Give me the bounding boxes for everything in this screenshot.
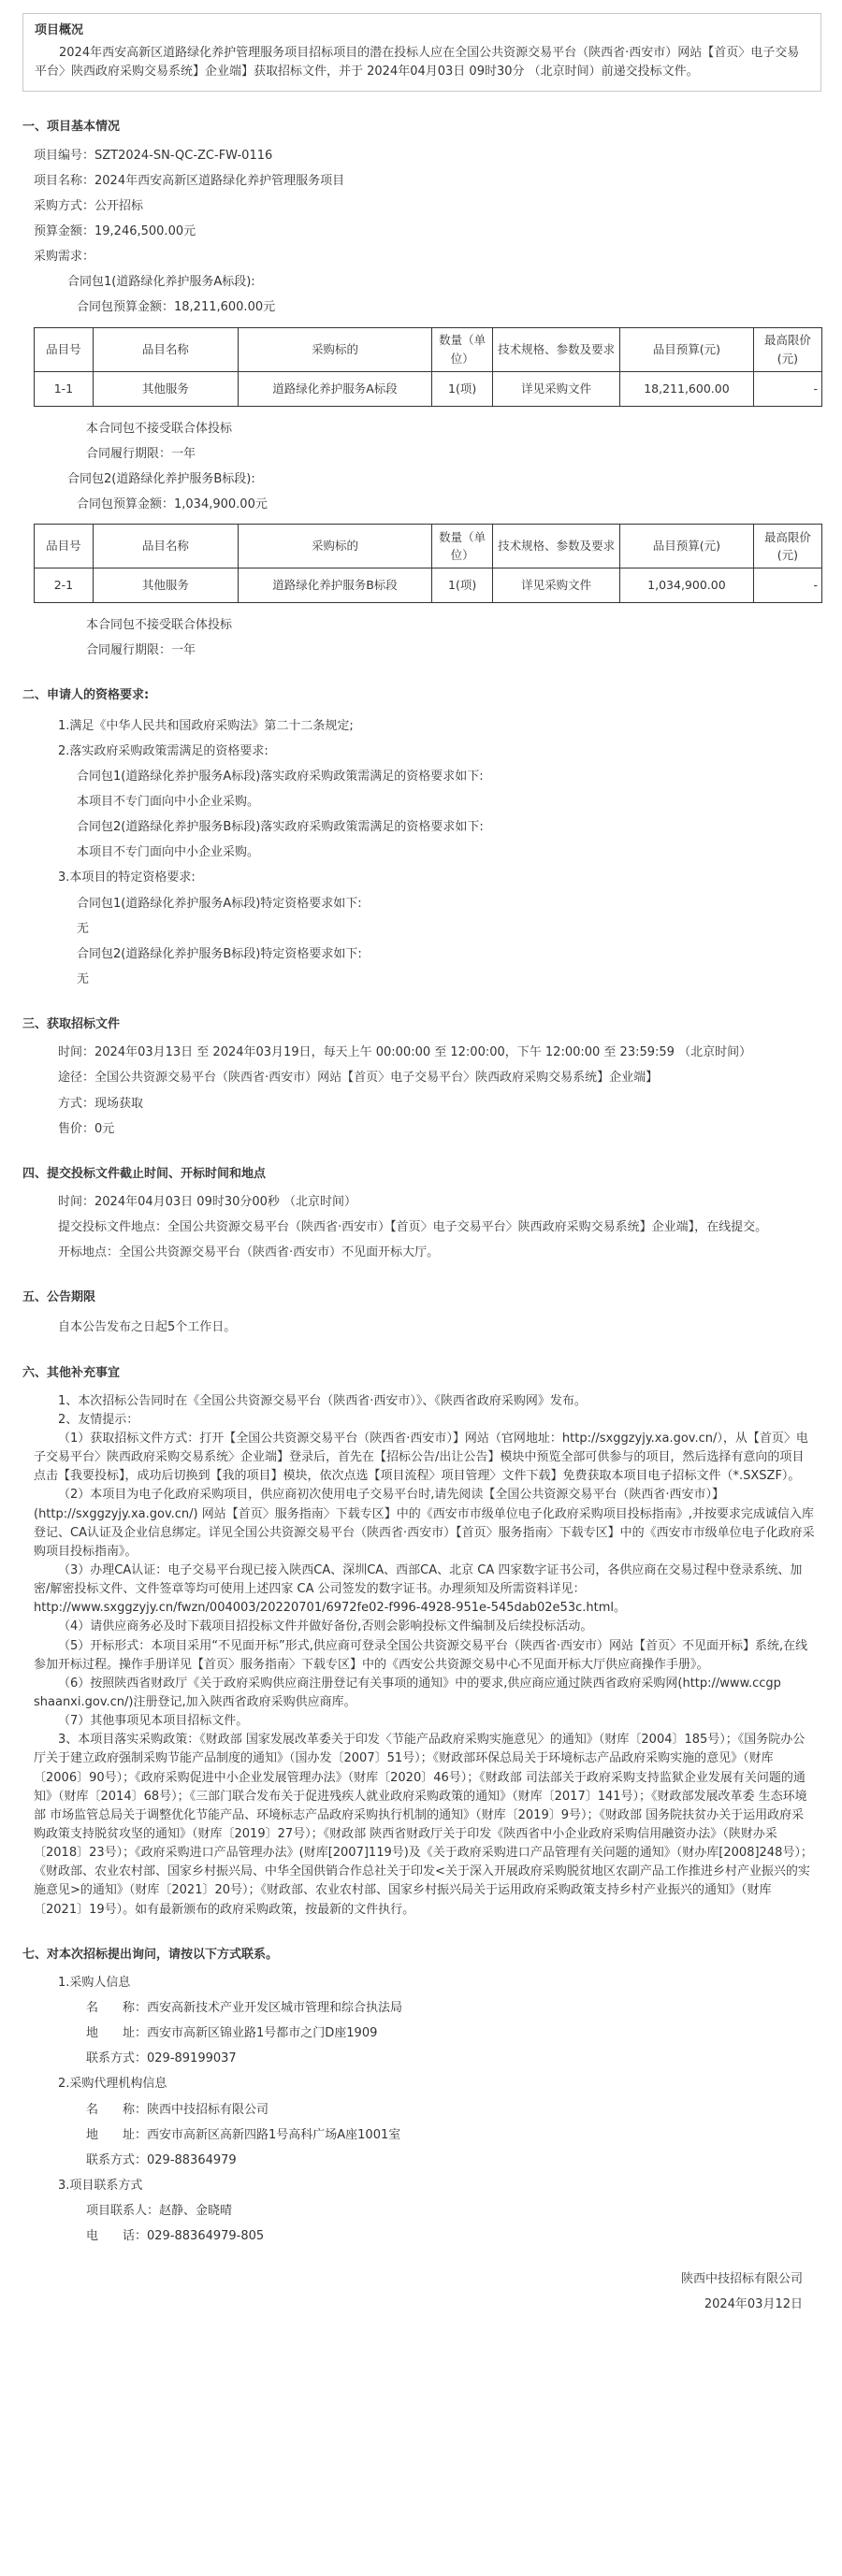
section-contacts <box>22 1946 829 2247</box>
overview-text: 2024年西安高新区道路绿化养护管理服务项目招标项目的潜在投标人应在全国公共资源交易平台（陕西省·西安市）网站【首页〉电子交易平台〉陕西政府采购交易系统】企业端】获取招标文件，并于 2024年04月03日 09时30分 （北京时间）前递交投标文件。 <box>35 46 800 79</box>
package2-term: 合同履行期限：一年 <box>86 643 196 658</box>
section-qualifications <box>22 686 829 989</box>
package1-budget: 合同包预算金额：18,211,600.00元 <box>77 300 276 315</box>
contact-line: 电 话：029-88364979-805 <box>86 2229 265 2244</box>
table-header: 品目预算(元) <box>620 327 753 371</box>
table-header: 最高限价(元) <box>753 525 821 568</box>
contact-group-title: 2.采购代理机构信息 <box>58 2077 167 2092</box>
signature-date: 2024年03月12日 <box>704 2296 803 2311</box>
contact-group-title: 3.项目联系方式 <box>58 2178 143 2193</box>
table-header: 采购标的 <box>238 327 431 371</box>
project-name: 项目名称：2024年西安高新区道路绿化养护管理服务项目 <box>34 173 345 188</box>
section-title: 五、公告期限 <box>22 1290 96 1305</box>
qualification-line: 3.本项目的特定资格要求: <box>58 871 196 885</box>
package2-budget: 合同包预算金额：1,034,900.00元 <box>77 496 268 511</box>
contact-line: 名 称：西安高新技术产业开发区城市管理和综合执法局 <box>86 2000 403 2015</box>
obtain-way: 途径：全国公共资源交易平台（陕西省·西安市）网站【首页〉电子交易平台〉陕西政府采购交易系统】企业端】 <box>58 1071 659 1086</box>
contact-line: 名 称：陕西中技招标有限公司 <box>86 2102 269 2117</box>
other-paragraph: （5）开标形式：本项目采用“不见面开标”形式,供应商可登录全国公共资源交易平台（陕西省·西安市）网站【首页〉不见面开标】系统,在线参加开标过程。操作手册详见【首页〉服务指南〉下载专区】中的《西安公共资源交易中心不见面开标大厅供应商操作手册》。 <box>34 1638 808 1672</box>
table-cell: 其他服务 <box>93 568 238 603</box>
contact-line: 项目联系人：赵静、金晓晴 <box>86 2204 233 2219</box>
table-header-row <box>35 525 822 568</box>
submit-location: 提交投标文件地点：全国公共资源交易平台（陕西省·西安市）【首页〉电子交易平台〉陕西政府采购交易系统】企业端】，在线提交。 <box>58 1220 768 1235</box>
procurement-method: 采购方式：公开招标 <box>34 198 144 213</box>
table-header-row <box>35 327 822 371</box>
other-paragraph: 3、本项目落实采购政策：《财政部 国家发展改革委关于印发〈节能产品政府采购实施意见〉的通知》（财库〔2004〕185号）；《国务院办公厅关于建立政府强制采购节能产品制度的通知》（国办发〔2007〕51号）；《财政部环保总局关于环境标志产品政府采购实施的意见》（财库〔2006〕90号）；《政府采购促进中小企业发展管理办法》（财库〔2020〕46号）；《财政部 司法部关于政府采购支持监狱企业发展有关问题的通知》（财库〔2014〕68号）；《三部门联合发布关于促进残疾人就业政府采购政策的通知》（财库〔2017〕141号）；《财政部发展改革委 生态环境部 市场监管总局关于调整优化节能产品、环境标志产品政府采购执行机制的通知》（财库〔2019〕9号）；《财政部 国务院扶贫办关于运用政府采购政策支持脱贫攻坚的通知》（财库〔2019〕27号）；《财政部 陕西省财政厅关于印发《陕西省中小企业政府采购信用融资办法》（陕财办采〔2018〕23号）；《政府采购进口产品管理办法》(财库[2007]119号)及《关于政府采购进口产品管理有关问题的通知》（财办库[2008]248号）；《财政部、农业农村部、国家乡村振兴局、中华全国供销合作总社关于印发<关于深入开展政府采购脱贫地区农副产品工作推进乡村产业振兴的实施意见>的通知》（财库〔2021〕20号）；《财政部、农业农村部、国家乡村振兴局关于运用政府采购政策支持乡村产业振兴的通知》（财库〔2021〕19号）。如有最新颁布的政府采购政策，按最新的文件执行。 <box>34 1733 813 1917</box>
signature-org: 陕西中技招标有限公司 <box>680 2272 803 2287</box>
section-obtain-documents <box>22 1015 829 1139</box>
table-header: 品目号 <box>35 327 94 371</box>
table-header: 技术规格、参数及要求 <box>493 327 620 371</box>
table-header: 品目号 <box>35 525 94 568</box>
table-cell: 2-1 <box>35 568 94 603</box>
qualification-line: 合同包1(道路绿化养护服务A标段)特定资格要求如下: <box>77 896 362 911</box>
overview-box <box>22 13 821 92</box>
section-deadline <box>22 1165 829 1263</box>
contact-line: 地 址：西安市高新区锦业路1号都市之门D座1909 <box>86 2026 378 2041</box>
table-header: 数量（单位） <box>432 327 493 371</box>
table-header: 品目预算(元) <box>620 525 753 568</box>
qualification-line: 2.落实政府采购政策需满足的资格要求: <box>58 743 269 758</box>
table-cell: 1(项) <box>432 371 493 406</box>
table-cell: 1(项) <box>432 568 493 603</box>
package2-union: 本合同包不接受联合体投标 <box>86 618 233 633</box>
table-cell: 1-1 <box>35 371 94 406</box>
table-cell: 18,211,600.00 <box>620 371 753 406</box>
contact-group-title: 1.采购人信息 <box>58 1975 131 1990</box>
table-cell: 道路绿化养护服务B标段 <box>238 568 431 603</box>
contact-line: 联系方式：029-88364979 <box>86 2152 237 2167</box>
table-cell: 详见采购文件 <box>493 568 620 603</box>
package2-title: 合同包2(道路绿化养护服务B标段): <box>67 471 255 486</box>
qualification-line: 1.满足《中华人民共和国政府采购法》第二十二条规定; <box>58 718 354 733</box>
budget-amount: 预算金额：19,246,500.00元 <box>34 223 196 238</box>
table-cell: 1,034,900.00 <box>620 568 753 603</box>
qualification-line: 合同包2(道路绿化养护服务B标段)特定资格要求如下: <box>77 946 362 961</box>
package1-term: 合同履行期限：一年 <box>86 446 196 461</box>
table-cell: 详见采购文件 <box>493 371 620 406</box>
deadline-time: 时间：2024年04月03日 09时30分00秒 （北京时间） <box>58 1194 357 1209</box>
other-paragraph: 1、本次招标公告同时在《全国公共资源交易平台（陕西省·西安市）》、《陕西省政府采购网》发布。 <box>58 1393 587 1408</box>
other-paragraph: （4）请供应商务必及时下载项目招投标文件并做好备份,否则会影响投标文件编制及后续投标活动。 <box>58 1619 593 1634</box>
package1-union: 本合同包不接受联合体投标 <box>86 421 233 436</box>
qualification-line: 本项目不专门面向中小企业采购。 <box>77 794 260 809</box>
other-paragraph: 2、友情提示： <box>58 1412 139 1427</box>
obtain-method: 方式：现场获取 <box>58 1096 144 1111</box>
section-title: 七、对本次招标提出询问，请按以下方式联系。 <box>22 1947 279 1962</box>
notice-period-text: 自本公告发布之日起5个工作日。 <box>58 1320 237 1335</box>
contact-line: 地 址：西安市高新区高新四路1号高科广场A座1001室 <box>86 2127 401 2142</box>
requirements-label: 采购需求： <box>34 250 95 265</box>
other-paragraph: （3）办理CA认证：电子交易平台现已接入陕西CA、深圳CA、西部CA、北京 CA 四家数字证书公司，各供应商在交易过程中登录系统、加密/解密投标文件、文件签章等均可使用上述四家 CA 公司签发的数字证书。办理须知及所需资料详见：http://www.sxggzyjy.cn/fwzn/004003/20220701/6972fe02-f996-4928-951e-545dab02e53c.html。 <box>34 1563 803 1616</box>
qualification-line: 本项目不专门面向中小企业采购。 <box>77 845 260 860</box>
section-title: 一、项目基本情况 <box>22 120 121 135</box>
table-cell: - <box>753 568 821 603</box>
qualification-line: 合同包1(道路绿化养护服务A标段)落实政府采购政策需满足的资格要求如下: <box>77 769 484 784</box>
package2-table <box>34 524 822 603</box>
qualification-line: 无 <box>77 921 90 936</box>
signature-block <box>22 2270 829 2313</box>
table-header: 数量（单位） <box>432 525 493 568</box>
obtain-price: 售价：0元 <box>58 1121 115 1136</box>
table-header: 最高限价(元) <box>753 327 821 371</box>
project-number: 项目编号：SZT2024-SN-QC-ZC-FW-0116 <box>34 148 273 163</box>
table-row <box>35 568 822 603</box>
other-paragraph: （6）按照陕西省财政厅《关于政府采购供应商注册登记有关事项的通知》中的要求,供应商应通过陕西省政府采购网(http://www.ccgp shaanxi.gov.cn/)注册登记,加入陕西省政府采购供应商库。 <box>34 1676 781 1710</box>
section-title: 六、其他补充事宜 <box>22 1365 121 1380</box>
table-header: 品目名称 <box>93 327 238 371</box>
open-location: 开标地点：全国公共资源交易平台（陕西省·西安市）不见面开标大厅。 <box>58 1245 440 1260</box>
qualification-line: 合同包2(道路绿化养护服务B标段)落实政府采购政策需满足的资格要求如下: <box>77 820 484 835</box>
table-header: 品目名称 <box>93 525 238 568</box>
package1-title: 合同包1(道路绿化养护服务A标段): <box>67 275 255 290</box>
package1-table <box>34 327 822 407</box>
section-other-matters <box>22 1364 829 1920</box>
table-cell: 道路绿化养护服务A标段 <box>238 371 431 406</box>
other-paragraph: （1）获取招标文件方式：打开【全国公共资源交易平台（陕西省·西安市）】网站（官网地址：http://sxggzyjy.xa.gov.cn/），从【首页〉电子交易平台〉陕西政府采购交易系统〉企业端】登录后，首先在【招标公告/出让公告】模块中预览全部可供参与的项目，然后选择有意向的项目点击【我要投标】，成功后切换到【我的项目】模块，依次点选【项目流程〉项目管理〉文件下载】免费获取本项目电子招标文件（*.SXSZF）。 <box>34 1432 808 1484</box>
table-row <box>35 371 822 406</box>
section-title: 三、获取招标文件 <box>22 1017 121 1032</box>
section-title: 二、申请人的资格要求: <box>22 688 150 703</box>
overview-title: 项目概况 <box>35 23 84 37</box>
other-paragraph: （7）其他事项见本项目招标文件。 <box>58 1714 249 1729</box>
section-notice-period <box>22 1288 829 1337</box>
table-header: 采购标的 <box>238 525 431 568</box>
section-basic-info <box>22 118 829 660</box>
table-cell: - <box>753 371 821 406</box>
qualification-line: 无 <box>77 971 90 986</box>
other-paragraph: （2）本项目为电子化政府采购项目，供应商初次使用电子交易平台时,请先阅读【全国公共资源交易平台（陕西省·西安市）】(http://sxggzyjy.xa.gov.cn/) 网站【首页〉服务指南〉下载专区】中的《西安市市级单位电子化政府采购项目投标指南》,并按要求完成诚信入库登记、CA认证及企业信息绑定。详见全国公共资源交易平台（陕西省·西安市）【首页〉服务指南〉下载专区】中的《西安市市级单位电子化政府采购项目投标指南》。 <box>34 1488 815 1559</box>
obtain-time: 时间：2024年03月13日 至 2024年03月19日，每天上午 00:00:00 至 12:00:00，下午 12:00:00 至 23:59:59 （北京时间） <box>58 1045 752 1060</box>
section-title: 四、提交投标文件截止时间、开标时间和地点 <box>22 1166 267 1181</box>
contact-line: 联系方式：029-89199037 <box>86 2051 237 2066</box>
table-header: 技术规格、参数及要求 <box>493 525 620 568</box>
table-cell: 其他服务 <box>93 371 238 406</box>
